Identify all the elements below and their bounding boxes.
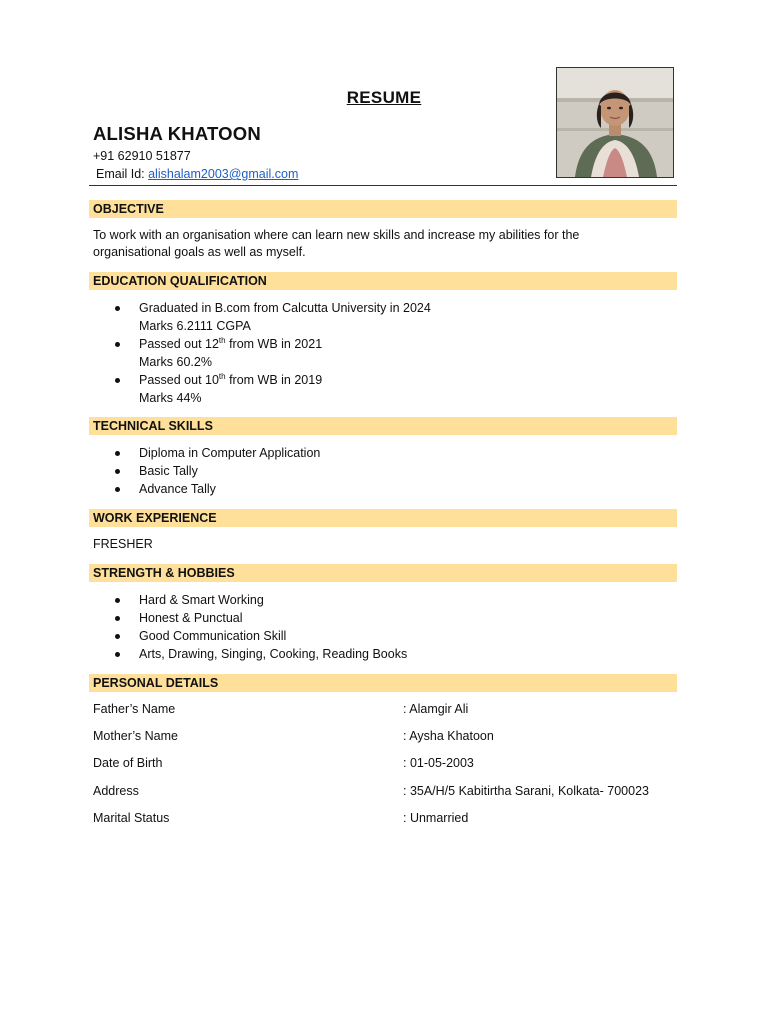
detail-value: : Unmarried	[403, 811, 469, 825]
bullet-icon	[115, 598, 120, 603]
detail-value: : 01-05-2003	[403, 756, 474, 770]
education-item-title: Passed out 12th from WB in 2021	[139, 335, 323, 351]
technical-heading: TECHNICAL SKILLS	[89, 417, 677, 435]
table-row	[93, 811, 677, 828]
header-divider	[89, 185, 677, 186]
list-item: Good Communication Skill	[112, 627, 407, 645]
bullet-icon	[115, 652, 120, 657]
bullet-icon	[115, 342, 120, 347]
objective-text: To work with an organisation where can learn new skills and increase my abilities for the organisational goals as well as myself.	[93, 228, 580, 259]
bullet-icon	[115, 451, 120, 456]
strengths-heading: STRENGTH & HOBBIES	[89, 564, 677, 582]
document-title: RESUME	[346, 88, 422, 107]
detail-label: Marital Status	[93, 811, 170, 825]
list-item: Honest & Punctual	[112, 609, 407, 627]
education-item-title: Graduated in B.com from Calcutta University in 2024	[139, 301, 431, 315]
bullet-icon	[115, 378, 120, 383]
detail-label: Date of Birth	[93, 756, 163, 770]
table-row	[93, 729, 677, 746]
work-heading: WORK EXPERIENCE	[89, 509, 677, 527]
detail-value: : 35A/H/5 Kabitirtha Sarani, Kolkata- 700023	[403, 784, 649, 798]
detail-value: : Aysha Khatoon	[403, 729, 494, 743]
phone-number: +91 62910 51877	[93, 149, 191, 163]
list-item: Hard & Smart Working	[112, 591, 407, 609]
technical-list	[112, 444, 320, 498]
email-label: Email Id:	[96, 167, 149, 181]
email-line	[96, 167, 298, 181]
bullet-icon	[115, 469, 120, 474]
profile-photo	[556, 67, 674, 178]
table-row	[93, 784, 677, 801]
education-item-marks: Marks 6.2111 CGPA	[139, 319, 251, 333]
objective-heading: OBJECTIVE	[89, 200, 677, 218]
bullet-icon	[115, 616, 120, 621]
education-heading: EDUCATION QUALIFICATION	[89, 272, 677, 290]
detail-label: Father’s Name	[93, 702, 176, 716]
education-item-title: Passed out 10th from WB in 2019	[139, 371, 323, 387]
strengths-list	[112, 591, 407, 663]
bullet-icon	[115, 487, 120, 492]
list-item	[112, 371, 431, 407]
work-text: FRESHER	[93, 537, 153, 551]
table-row	[93, 756, 677, 773]
education-item-marks: Marks 60.2%	[139, 355, 212, 369]
list-item: Arts, Drawing, Singing, Cooking, Reading Books	[112, 645, 407, 663]
personal-heading: PERSONAL DETAILS	[89, 674, 677, 692]
list-item	[112, 299, 431, 335]
education-item-marks: Marks 44%	[139, 391, 202, 405]
table-row	[93, 702, 677, 719]
email-link[interactable]: alishalam2003@gmail.com	[148, 167, 299, 181]
list-item: Advance Tally	[112, 480, 320, 498]
list-item: Basic Tally	[112, 462, 320, 480]
bullet-icon	[115, 306, 120, 311]
bullet-icon	[115, 634, 120, 639]
candidate-name: ALISHA KHATOON	[93, 123, 261, 144]
detail-label: Address	[93, 784, 139, 798]
list-item: Diploma in Computer Application	[112, 444, 320, 462]
list-item	[112, 335, 431, 371]
detail-label: Mother’s Name	[93, 729, 178, 743]
education-list	[112, 299, 431, 407]
detail-value: : Alamgir Ali	[403, 702, 469, 716]
